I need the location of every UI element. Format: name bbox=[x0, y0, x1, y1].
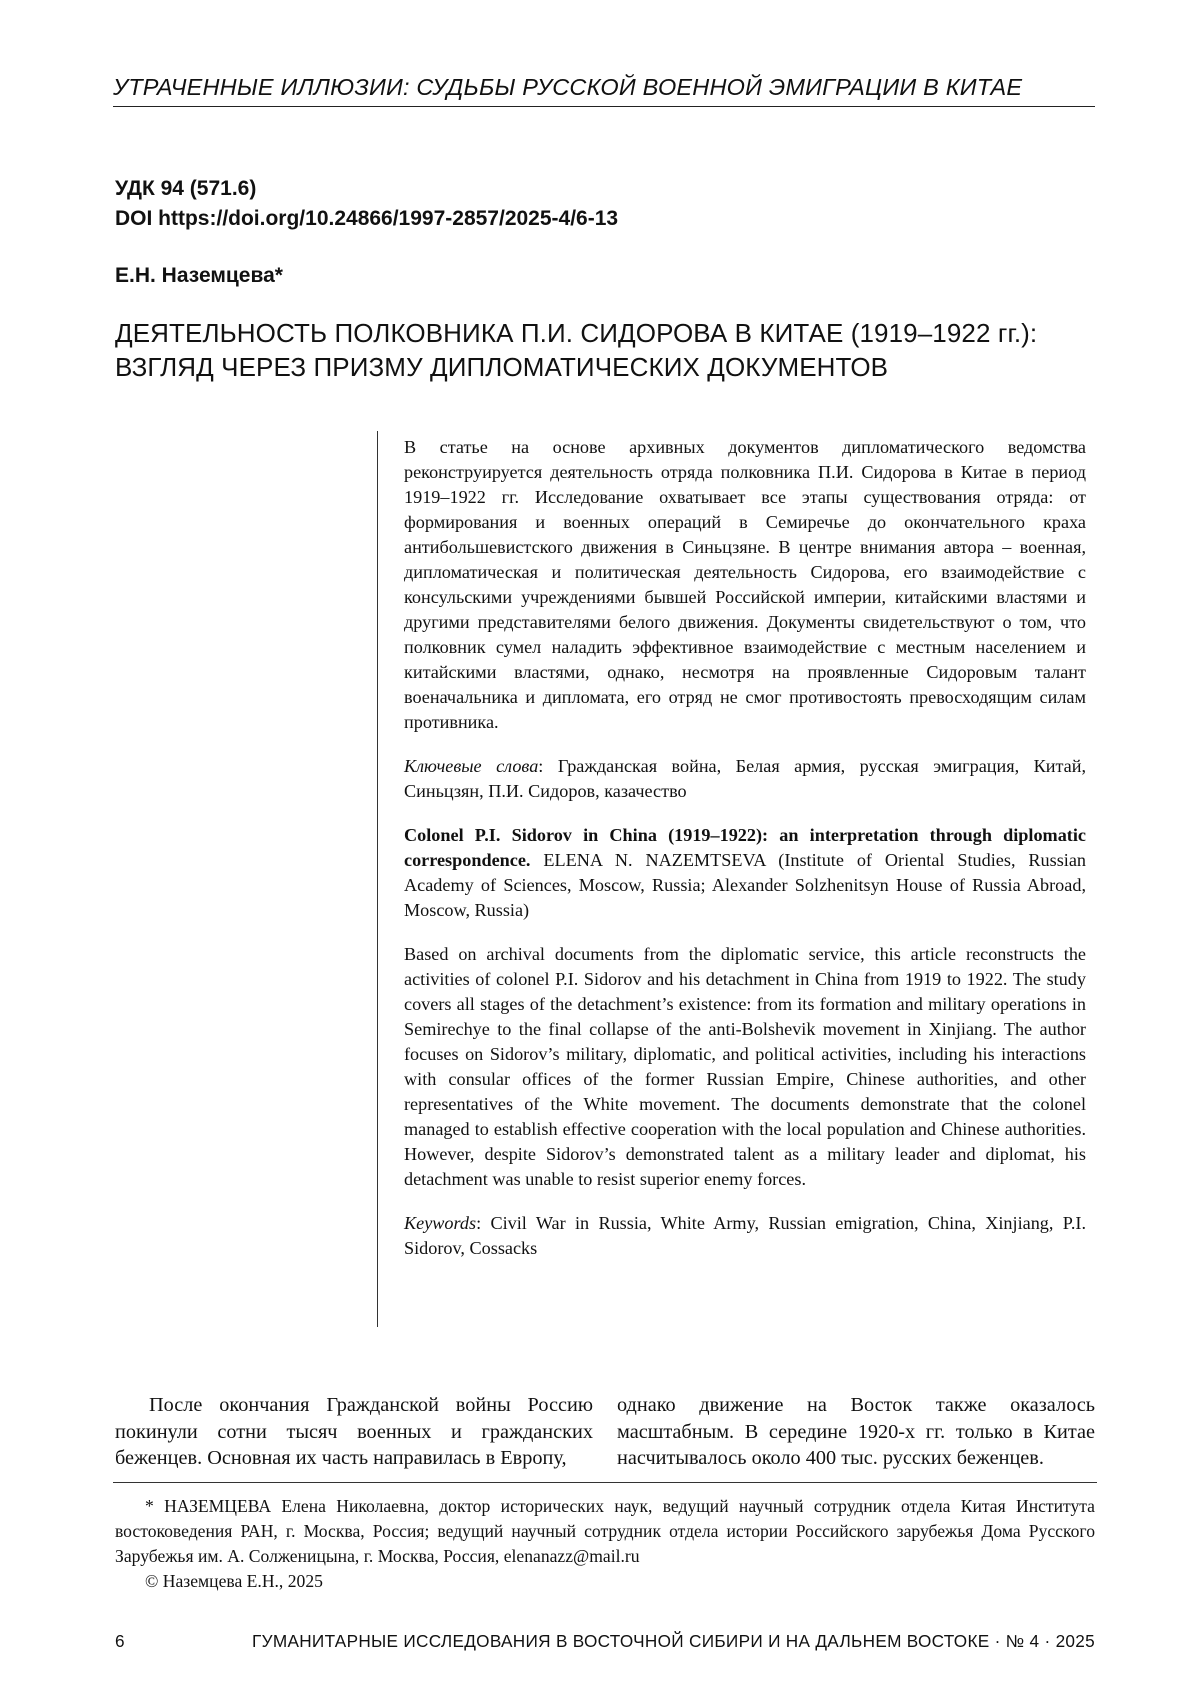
body-column-left bbox=[115, 1392, 593, 1472]
keywords-ru-list: : Гражданская война, Белая армия, русская эмиграция, Китай, Синьцзян, П.И. Сидоров, казачество bbox=[404, 756, 1087, 801]
udk-code: УДК 94 (571.6) bbox=[115, 177, 257, 200]
abstract-text-block bbox=[404, 435, 1086, 1280]
english-title-block bbox=[404, 823, 1086, 923]
keywords-en-label: Keywords bbox=[404, 1213, 477, 1233]
english-title: Colonel P.I. Sidorov in China (1919–1922): an interpretation through diplomatic correspondence. bbox=[404, 825, 1086, 870]
english-author-affiliation: ELENA N. NAZEMTSEVA (Institute of Oriental Studies, Russian Academy of Sciences, Moscow, Russia; Alexander Solzhenitsyn House of Russia Abroad, Moscow, Russia) bbox=[404, 850, 1086, 920]
footnote bbox=[115, 1494, 1095, 1594]
article-title bbox=[115, 316, 1105, 384]
footnote-author-info: * НАЗЕМЦЕВА Елена Николаевна, доктор исторических наук, ведущий научный сотрудник отдела Китая Института востоковедения РАН, г. Москва, Россия; ведущий научный сотрудник отдела истории Российского зарубежья Дома Русского Зарубежья им. А. Солженицына, г. Москва, Россия, elenanazz@mail.ru bbox=[115, 1496, 1095, 1566]
footnote-divider bbox=[113, 1482, 1097, 1483]
author-name: Е.Н. Наземцева* bbox=[115, 264, 283, 287]
keywords-en bbox=[404, 1211, 1086, 1261]
keywords-en-list: : Civil War in Russia, White Army, Russian emigration, China, Xinjiang, P.I. Sidorov, Cossacks bbox=[404, 1213, 1086, 1258]
page-number: 6 bbox=[115, 1631, 125, 1651]
body-paragraph-left: После окончания Гражданской войны Россию покинули сотни тысяч военных и гражданских беженцев. Основная их часть направилась в Европу, bbox=[115, 1394, 593, 1469]
running-header: УТРАЧЕННЫЕ ИЛЛЮЗИИ: СУДЬБЫ РУССКОЙ ВОЕННОЙ ЭМИГРАЦИИ В КИТАЕ bbox=[113, 74, 1023, 100]
article-title-line-2: ВЗГЛЯД ЧЕРЕЗ ПРИЗМУ ДИПЛОМАТИЧЕСКИХ ДОКУМЕНТОВ bbox=[115, 352, 889, 382]
abstract-ru: В статье на основе архивных документов дипломатического ведомства реконструируется деятельность отряда полковника П.И. Сидорова в Китае в период 1919–1922 гг. Исследование охватывает все этапы существования отряда: от формирования и военных операций в Семиречье до окончательного краха антибольшевистского движения в Синьцзяне. В центре внимания автора – военная, дипломатическая и политическая деятельность Сидорова, его взаимодействие с консульскими учреждениями бывшей Российской империи, китайскими властями и другими представителями белого движения. Документы свидетельствуют о том, что полковник сумел наладить эффективное взаимодействие с местным населением и китайскими властями, однако, несмотря на проявленные Сидоровым талант военачальника и дипломата, его отряд не смог противостоять превосходящим силам противника. bbox=[404, 437, 1086, 732]
doi-link[interactable]: DOI https://doi.org/10.24866/1997-2857/2025-4/6-13 bbox=[115, 207, 619, 230]
journal-name: ГУМАНИТАРНЫЕ ИССЛЕДОВАНИЯ В ВОСТОЧНОЙ СИБИРИ И НА ДАЛЬНЕМ ВОСТОКЕ · № 4 · 2025 bbox=[252, 1631, 1095, 1651]
body-paragraph-right: однако движение на Восток также оказалось масштабным. В середине 1920-х гг. только в Китае насчитывалось около 400 тыс. русских беженцев. bbox=[617, 1394, 1095, 1469]
header-divider bbox=[113, 106, 1095, 107]
body-column-right bbox=[617, 1392, 1095, 1472]
abstract-en: Based on archival documents from the diplomatic service, this article reconstructs the activities of colonel P.I. Sidorov and his detachment in China from 1919 to 1922. The study covers all stages of the detachment’s existence: from its formation and military operations in Semirechye to the final collapse of the anti-Bolshevik movement in Xinjiang. The author focuses on Sidorov’s military, diplomatic, and political activities, including his interactions with consular offices of the former Russian Empire, Chinese authorities, and other representatives of the White movement. The documents demonstrate that the colonel managed to establish effective cooperation with the local population and Chinese authorities. However, despite Sidorov’s demonstrated talent as a military leader and diplomat, his detachment was unable to resist superior enemy forces. bbox=[404, 944, 1086, 1189]
abstract-box bbox=[377, 431, 1088, 1327]
page-footer bbox=[115, 1626, 1095, 1656]
keywords-ru bbox=[404, 754, 1086, 804]
footnote-copyright: © Наземцева Е.Н., 2025 bbox=[145, 1571, 323, 1591]
keywords-ru-label: Ключевые слова bbox=[404, 756, 539, 776]
article-title-line-1: ДЕЯТЕЛЬНОСТЬ ПОЛКОВНИКА П.И. СИДОРОВА В КИТАЕ (1919–1922 гг.): bbox=[115, 318, 1038, 348]
